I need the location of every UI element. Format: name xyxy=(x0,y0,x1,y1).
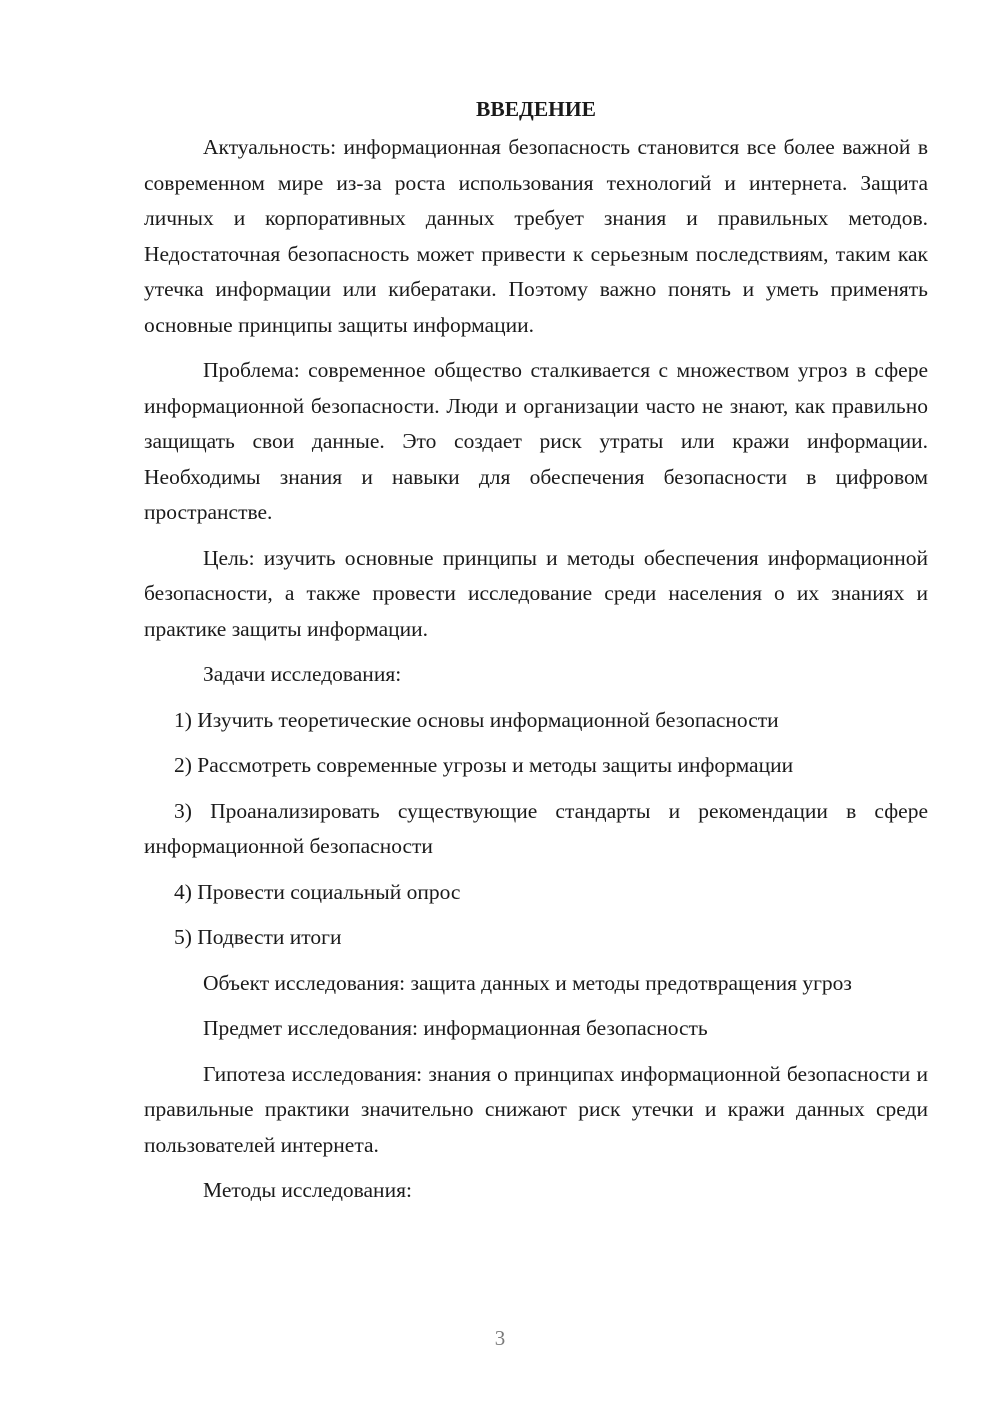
problem-paragraph: Проблема: современное общество сталкивается с множеством угроз в сфере информационной безопасности. Люди и организации часто не знают, как правильно защищать свои данные. Это создает риск утраты или кражи информации. Необходимы знания и навыки для обеспечения безопасности в цифровом пространстве. xyxy=(144,358,928,524)
section-heading: ВВЕДЕНИЕ xyxy=(476,97,596,121)
methods-title: Методы исследования: xyxy=(203,1178,412,1202)
task-item: 4) Провести социальный опрос xyxy=(174,879,461,904)
task-item: 3) Проанализировать существующие стандарты и рекомендации в сфере информационной безопасности xyxy=(144,798,928,858)
document-page xyxy=(144,92,928,1219)
task-item: 2) Рассмотреть современные угрозы и методы защиты информации xyxy=(174,753,794,777)
task-item: 5) Подвести итоги xyxy=(174,925,342,949)
page-number: 3 xyxy=(494,1326,506,1350)
relevance-paragraph: Актуальность: информационная безопасность становится все более важной в современном мире из-за роста использования технологий и интернета. Защита личных и корпоративных данных требует знания и правильных методов. Недостаточная безопасность может привести к серьезным последствиям, таким как утечка информации или кибератаки. Поэтому важно понять и уметь применять основные принципы защиты информации. xyxy=(144,135,928,337)
goal-paragraph: Цель: изучить основные принципы и методы обеспечения информационной безопасности, а также провести исследование среди населения о их знаниях и практике защиты информации. xyxy=(144,545,928,641)
object-paragraph: Объект исследования: защита данных и методы предотвращения угроз xyxy=(203,970,852,995)
tasks-title: Задачи исследования: xyxy=(203,662,402,686)
hypothesis-paragraph: Гипотеза исследования: знания о принципах информационной безопасности и правильные практики значительно снижают риск утечки и кражи данных среди пользователей интернета. xyxy=(144,1061,928,1157)
task-item: 1) Изучить теоретические основы информационной безопасности xyxy=(174,707,779,732)
subject-paragraph: Предмет исследования: информационная безопасность xyxy=(203,1016,708,1040)
